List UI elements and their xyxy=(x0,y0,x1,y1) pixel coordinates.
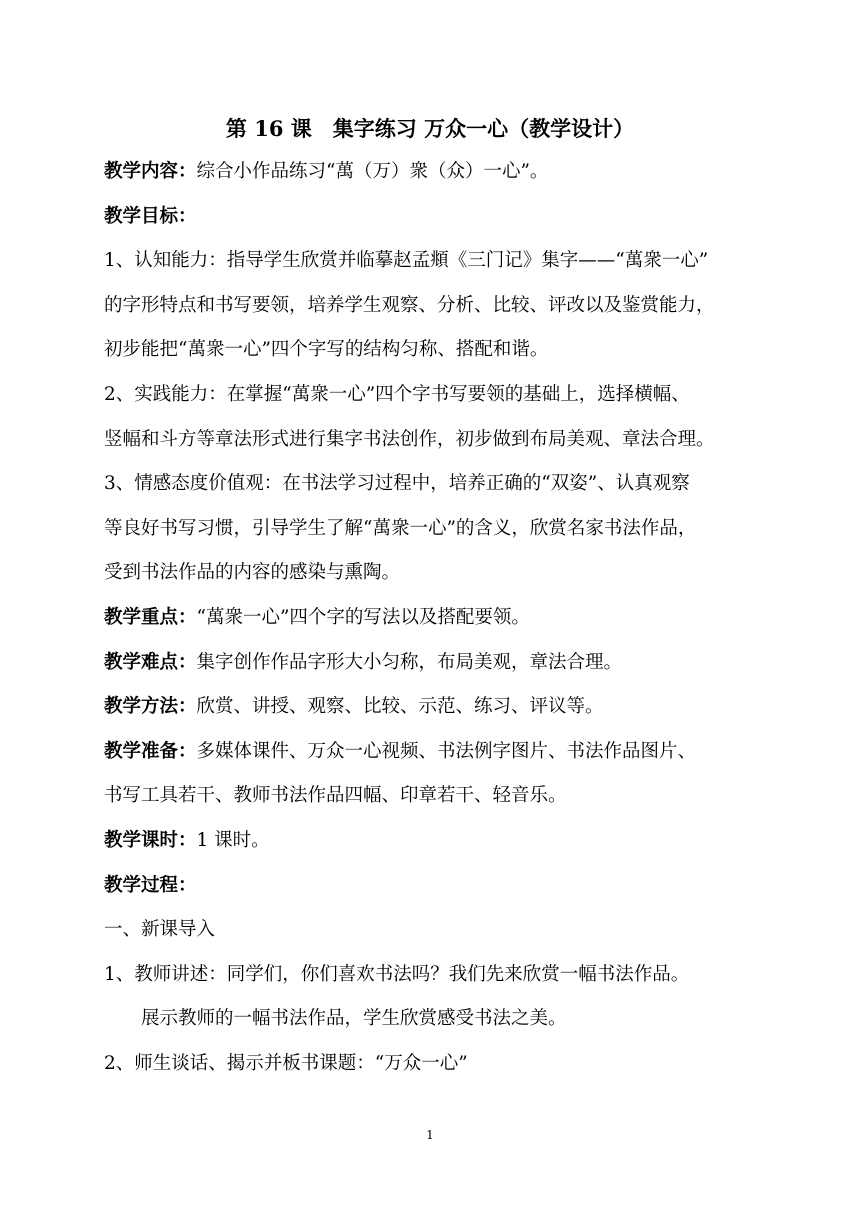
class-hours-text: 1 课时。 xyxy=(196,830,270,851)
goal1-line2: 的字形特点和书写要领，培养学生观察、分析、比较、评改以及鉴赏能力， xyxy=(104,295,715,316)
step1-line: 1、教师讲述：同学们，你们喜欢书法吗？我们先来欣赏一幅书法作品。 xyxy=(104,964,690,985)
teaching-goals-heading: 教学目标： xyxy=(104,206,197,227)
difficulty-text: 集字创作作品字形大小匀称，布局美观，章法合理。 xyxy=(196,652,623,673)
preparation-label: 教学准备： xyxy=(104,741,197,762)
key-points-line xyxy=(104,603,530,633)
preparation-line1 xyxy=(104,737,696,767)
process-heading: 教学过程： xyxy=(104,875,197,896)
teaching-content-label: 教学内容： xyxy=(104,161,197,182)
method-label: 教学方法： xyxy=(104,696,197,717)
class-hours-line xyxy=(104,826,270,856)
page-number: 1 xyxy=(426,1128,434,1142)
class-hours-label: 教学课时： xyxy=(104,830,197,851)
key-points-label: 教学重点： xyxy=(104,607,197,628)
teaching-content-text: 综合小作品练习“萬（万）衆（众）一心”。 xyxy=(196,161,549,182)
section1-heading: 一、新课导入 xyxy=(104,919,216,940)
method-line xyxy=(104,692,604,722)
difficulty-line xyxy=(104,648,622,678)
goal3-line2: 等良好书写习惯，引导学生了解“萬衆一心”的含义，欣赏名家书法作品， xyxy=(104,518,697,539)
goal3-line3: 受到书法作品的内容的感染与熏陶。 xyxy=(104,562,401,583)
step1-detail-line: 展示教师的一幅书法作品，学生欣赏感受书法之美。 xyxy=(141,1008,567,1029)
method-text: 欣赏、讲授、观察、比较、示范、练习、评议等。 xyxy=(196,696,604,717)
teaching-content-line xyxy=(104,157,548,187)
difficulty-label: 教学难点： xyxy=(104,652,197,673)
goal3-line1: 3、情感态度价值观：在书法学习过程中，培养正确的“双姿”、认真观察 xyxy=(104,473,690,494)
preparation-line2: 书写工具若干、教师书法作品四幅、印章若干、轻音乐。 xyxy=(104,785,567,806)
goal2-line1: 2、实践能力：在掌握“萬衆一心”四个字书写要领的基础上，选择横幅、 xyxy=(104,384,690,405)
goal1-line3: 初步能把“萬衆一心”四个字写的结构匀称、搭配和谐。 xyxy=(104,339,549,360)
step2-line: 2、师生谈话、揭示并板书课题：“万众一心” xyxy=(104,1053,468,1074)
document-title: 第 16 课 集字练习 万众一心（教学设计） xyxy=(225,116,635,141)
goal2-line2: 竖幅和斗方等章法形式进行集字书法创作，初步做到布局美观、章法合理。 xyxy=(104,429,715,450)
preparation-text: 多媒体课件、万众一心视频、书法例字图片、书法作品图片、 xyxy=(196,741,697,762)
key-points-text: “萬衆一心”四个字的写法以及搭配要领。 xyxy=(196,607,530,628)
goal1-line1: 1、认知能力：指导学生欣赏并临摹赵孟頫《三门记》集字——“萬衆一心” xyxy=(104,250,709,271)
